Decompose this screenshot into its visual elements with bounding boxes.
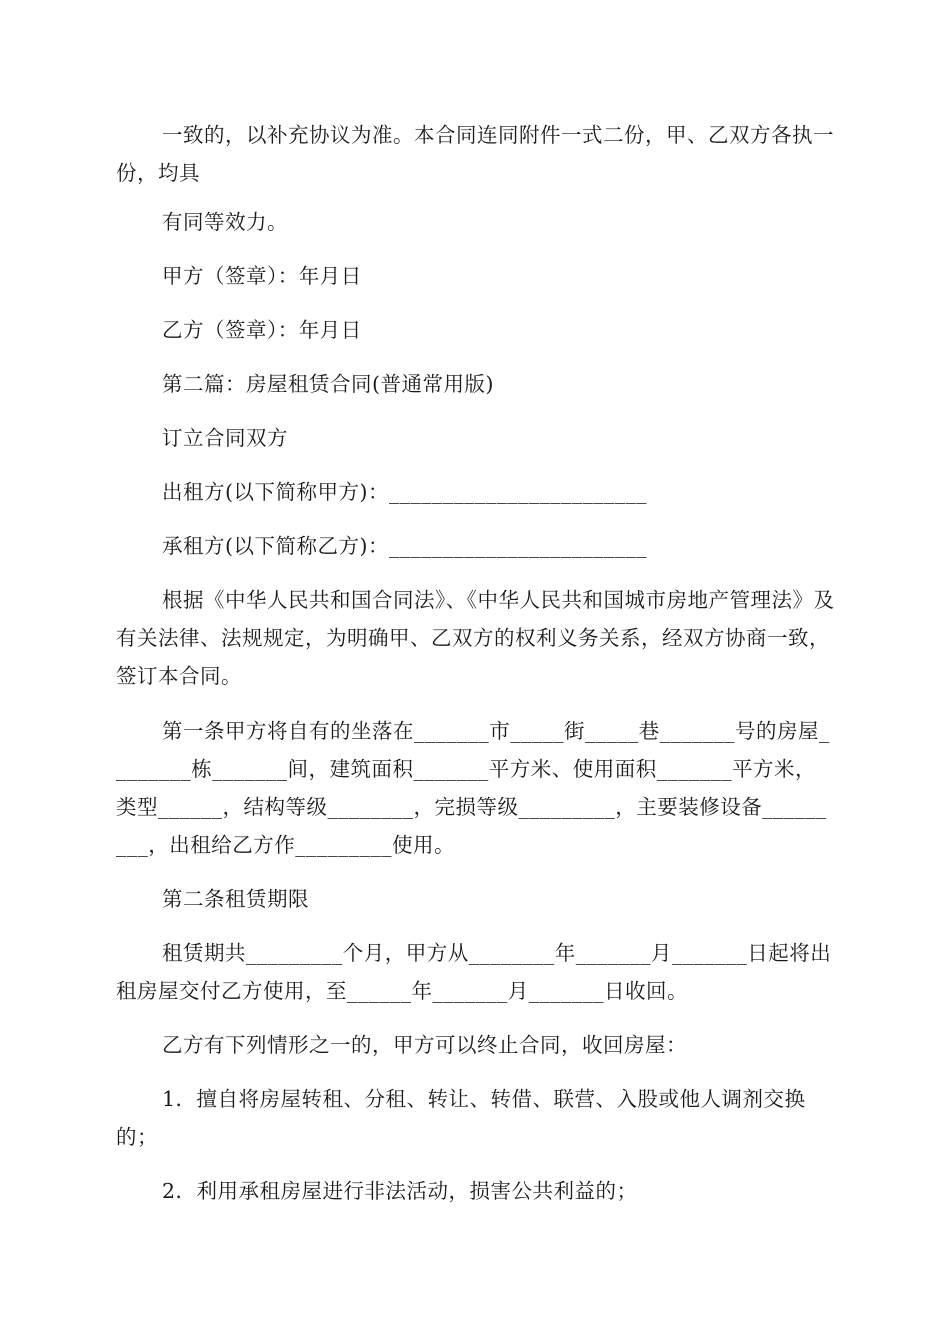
paragraph-party-a-signature: 甲方（签章）：年月日 (162, 264, 362, 288)
paragraph-parties-heading: 订立合同双方 (162, 426, 288, 450)
paragraph-closing-clause: 一致的，以补充协议为准。本合同连同附件一式二份，甲、乙双方各执一份，均具 (116, 123, 834, 185)
paragraph-equal-validity: 有同等效力。 (162, 210, 288, 234)
paragraph-legal-basis: 根据《中华人民共和国合同法》、《中华人民共和国城市房地产管理法》及有关法律、法规规定，为明确甲、乙双方的权利义务关系，经双方协商一致，签订本合同。 (116, 588, 835, 688)
paragraph-article-one: 第一条甲方将自有的坐落在_______市_____街_____巷_______号的房屋________栋_______间，建筑面积_______平方米、使用面积_______平方米，类型______，结构等级________，完损等级_________，主要装修设备_________，出租给乙方作_________使用。 (116, 719, 830, 857)
paragraph-termination-item-1: 1．擅自将房屋转租、分租、转让、转借、联营、入股或他人调剂交换的； (116, 1087, 806, 1149)
paragraph-party-b-signature: 乙方（签章）：年月日 (162, 318, 362, 342)
section-title: 第二篇：房屋租赁合同(普通常用版) (162, 372, 494, 396)
paragraph-termination-item-2: 2．利用承租房屋进行非法活动，损害公共利益的； (162, 1179, 638, 1203)
paragraph-article-two-heading: 第二条租赁期限 (162, 887, 309, 911)
paragraph-termination-intro: 乙方有下列情形之一的，甲方可以终止合同，收回房屋： (162, 1033, 687, 1057)
paragraph-lessor-line: 出租方(以下简称甲方)：________________________ (162, 480, 647, 504)
paragraph-lease-term: 租赁期共_________个月，甲方从________年_______月_______日起将出租房屋交付乙方使用，至______年_______月_______日收回。 (116, 941, 832, 1003)
paragraph-lessee-line: 承租方(以下简称乙方)：________________________ (162, 534, 647, 558)
